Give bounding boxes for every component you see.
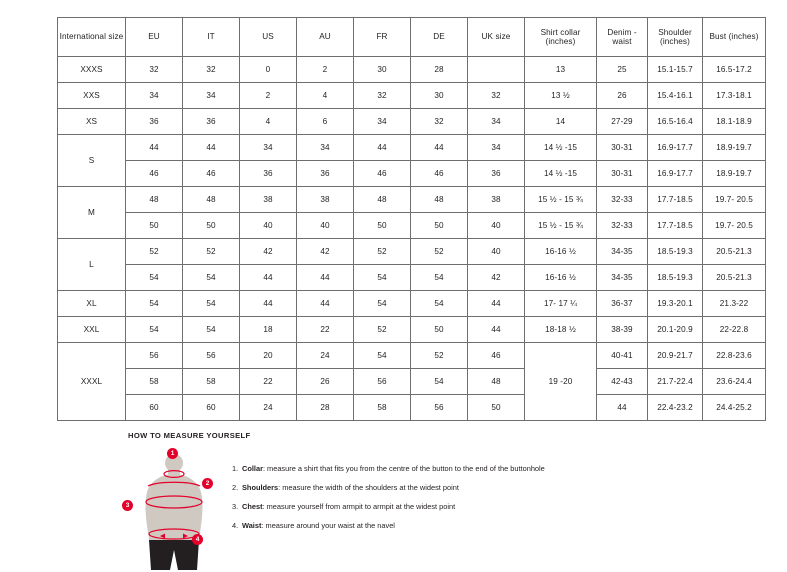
cell-it: 58 (183, 369, 240, 395)
cell-collar: 16-16 ½ (525, 239, 597, 265)
cell-international-size: S (58, 135, 126, 187)
cell-au: 36 (297, 161, 354, 187)
table-row (58, 317, 766, 343)
cell-collar: 19 -20 (525, 343, 597, 421)
col-header-eu: EU (126, 18, 183, 57)
cell-de: 50 (411, 317, 468, 343)
instruction-item-shoulders (232, 483, 545, 493)
size-chart-container (57, 17, 759, 421)
cell-de: 56 (411, 395, 468, 421)
instruction-number: 3. (232, 501, 239, 511)
cell-it: 34 (183, 83, 240, 109)
cell-au: 2 (297, 57, 354, 83)
cell-de: 48 (411, 187, 468, 213)
size-chart-table (57, 17, 766, 421)
cell-au: 34 (297, 135, 354, 161)
cell-denim: 27-29 (597, 109, 648, 135)
cell-uk: 44 (468, 317, 525, 343)
cell-uk: 48 (468, 369, 525, 395)
cell-us: 4 (240, 109, 297, 135)
cell-it: 44 (183, 135, 240, 161)
cell-it: 46 (183, 161, 240, 187)
header-row (58, 18, 766, 57)
cell-international-size: XS (58, 109, 126, 135)
cell-us: 22 (240, 369, 297, 395)
cell-shoulder: 20.9-21.7 (648, 343, 703, 369)
cell-bust: 23.6-24.4 (703, 369, 766, 395)
table-body (58, 57, 766, 421)
cell-international-size: XXXL (58, 343, 126, 421)
cell-uk: 42 (468, 265, 525, 291)
cell-fr: 50 (354, 213, 411, 239)
table-row (58, 291, 766, 317)
marker-3-chest: 3 (122, 500, 133, 511)
cell-de: 30 (411, 83, 468, 109)
cell-fr: 58 (354, 395, 411, 421)
cell-eu: 54 (126, 291, 183, 317)
cell-eu: 58 (126, 369, 183, 395)
cell-bust: 21.3-22 (703, 291, 766, 317)
col-header-de: DE (411, 18, 468, 57)
cell-it: 50 (183, 213, 240, 239)
cell-collar: 15 ½ - 15 ¾ (525, 187, 597, 213)
cell-uk: 44 (468, 291, 525, 317)
cell-shoulder: 15.1-15.7 (648, 57, 703, 83)
cell-denim: 36-37 (597, 291, 648, 317)
cell-international-size: XXXS (58, 57, 126, 83)
marker-1-collar: 1 (167, 448, 178, 459)
marker-4-waist: 4 (192, 534, 203, 545)
cell-it: 56 (183, 343, 240, 369)
cell-denim: 42-43 (597, 369, 648, 395)
cell-shoulder: 18.5-19.3 (648, 239, 703, 265)
cell-eu: 44 (126, 135, 183, 161)
cell-bust: 17.3-18.1 (703, 83, 766, 109)
cell-bust: 19.7- 20.5 (703, 187, 766, 213)
cell-bust: 20.5-21.3 (703, 265, 766, 291)
cell-uk (468, 57, 525, 83)
cell-eu: 60 (126, 395, 183, 421)
cell-fr: 54 (354, 343, 411, 369)
cell-eu: 46 (126, 161, 183, 187)
cell-au: 28 (297, 395, 354, 421)
cell-bust: 22.8-23.6 (703, 343, 766, 369)
cell-it: 60 (183, 395, 240, 421)
cell-fr: 52 (354, 317, 411, 343)
cell-eu: 56 (126, 343, 183, 369)
cell-international-size: M (58, 187, 126, 239)
cell-it: 48 (183, 187, 240, 213)
cell-us: 18 (240, 317, 297, 343)
cell-shoulder: 16.5-16.4 (648, 109, 703, 135)
col-header-international-size: International size (58, 18, 126, 57)
cell-shoulder: 16.9-17.7 (648, 135, 703, 161)
cell-fr: 56 (354, 369, 411, 395)
cell-fr: 46 (354, 161, 411, 187)
cell-fr: 54 (354, 265, 411, 291)
cell-collar: 13 ½ (525, 83, 597, 109)
cell-bust: 24.4-25.2 (703, 395, 766, 421)
col-header-shirt-collar: Shirt collar (inches) (525, 18, 597, 57)
cell-us: 38 (240, 187, 297, 213)
cell-au: 44 (297, 291, 354, 317)
cell-eu: 34 (126, 83, 183, 109)
cell-eu: 52 (126, 239, 183, 265)
cell-uk: 50 (468, 395, 525, 421)
cell-denim: 44 (597, 395, 648, 421)
cell-eu: 36 (126, 109, 183, 135)
col-header-bust: Bust (inches) (703, 18, 766, 57)
cell-denim: 30-31 (597, 161, 648, 187)
cell-us: 36 (240, 161, 297, 187)
cell-eu: 54 (126, 317, 183, 343)
instruction-text: : measure around your waist at the navel (261, 520, 395, 530)
cell-shoulder: 17.7-18.5 (648, 213, 703, 239)
how-to-measure-body (125, 450, 728, 570)
instruction-number: 1. (232, 464, 239, 473)
cell-international-size: XXS (58, 83, 126, 109)
cell-uk: 40 (468, 213, 525, 239)
col-header-au: AU (297, 18, 354, 57)
cell-au: 44 (297, 265, 354, 291)
cell-it: 54 (183, 291, 240, 317)
cell-us: 20 (240, 343, 297, 369)
how-to-measure-section (125, 431, 728, 570)
cell-shoulder: 20.1-20.9 (648, 317, 703, 343)
cell-denim: 34-35 (597, 265, 648, 291)
cell-de: 54 (411, 369, 468, 395)
cell-us: 42 (240, 239, 297, 265)
table-row (58, 369, 766, 395)
table-row (58, 239, 766, 265)
cell-us: 2 (240, 83, 297, 109)
cell-collar: 14 ½ -15 (525, 135, 597, 161)
cell-international-size: L (58, 239, 126, 291)
cell-uk: 34 (468, 109, 525, 135)
cell-eu: 54 (126, 265, 183, 291)
instruction-term: Chest (242, 501, 263, 511)
cell-au: 6 (297, 109, 354, 135)
cell-it: 54 (183, 265, 240, 291)
cell-bust: 18.1-18.9 (703, 109, 766, 135)
cell-au: 26 (297, 369, 354, 395)
cell-de: 52 (411, 343, 468, 369)
cell-fr: 52 (354, 239, 411, 265)
instruction-text: : measure the width of the shoulders at the widest point (278, 482, 459, 492)
cell-de: 32 (411, 109, 468, 135)
cell-us: 24 (240, 395, 297, 421)
cell-bust: 22-22.8 (703, 317, 766, 343)
cell-de: 28 (411, 57, 468, 83)
cell-bust: 18.9-19.7 (703, 135, 766, 161)
table-row (58, 213, 766, 239)
cell-denim: 25 (597, 57, 648, 83)
table-row (58, 265, 766, 291)
instruction-item-waist (232, 521, 545, 531)
col-header-fr: FR (354, 18, 411, 57)
cell-bust: 16.5-17.2 (703, 57, 766, 83)
cell-shoulder: 15.4-16.1 (648, 83, 703, 109)
instruction-term: Shoulders (242, 482, 279, 492)
instruction-item-collar (232, 464, 545, 474)
cell-shoulder: 21.7-22.4 (648, 369, 703, 395)
col-header-uk-size: UK size (468, 18, 525, 57)
cell-de: 50 (411, 213, 468, 239)
cell-fr: 30 (354, 57, 411, 83)
cell-au: 42 (297, 239, 354, 265)
instruction-text: : measure a shirt that fits you from the centre of the button to the end of the buttonhole (262, 464, 545, 473)
cell-denim: 26 (597, 83, 648, 109)
instruction-number: 2. (232, 482, 239, 492)
cell-bust: 19.7- 20.5 (703, 213, 766, 239)
cell-de: 54 (411, 265, 468, 291)
col-header-us: US (240, 18, 297, 57)
cell-shoulder: 22.4-23.2 (648, 395, 703, 421)
cell-collar: 15 ½ - 15 ¾ (525, 213, 597, 239)
cell-us: 44 (240, 265, 297, 291)
cell-uk: 46 (468, 343, 525, 369)
cell-shoulder: 19.3-20.1 (648, 291, 703, 317)
cell-us: 0 (240, 57, 297, 83)
instruction-number: 4. (232, 520, 239, 530)
cell-fr: 44 (354, 135, 411, 161)
table-row (58, 57, 766, 83)
cell-collar: 18-18 ½ (525, 317, 597, 343)
mannequin-illustration (128, 450, 220, 572)
table-row (58, 135, 766, 161)
table-row (58, 187, 766, 213)
instruction-term: Waist (242, 520, 262, 530)
cell-collar: 14 (525, 109, 597, 135)
cell-eu: 32 (126, 57, 183, 83)
instruction-text: : measure yourself from armpit to armpit at the widest point (262, 501, 456, 511)
cell-de: 46 (411, 161, 468, 187)
cell-au: 24 (297, 343, 354, 369)
cell-denim: 38-39 (597, 317, 648, 343)
col-header-it: IT (183, 18, 240, 57)
table-row (58, 109, 766, 135)
col-header-shoulder: Shoulder (inches) (648, 18, 703, 57)
cell-us: 40 (240, 213, 297, 239)
table-header (58, 18, 766, 57)
cell-fr: 32 (354, 83, 411, 109)
cell-uk: 32 (468, 83, 525, 109)
cell-us: 44 (240, 291, 297, 317)
cell-it: 54 (183, 317, 240, 343)
table-row (58, 161, 766, 187)
cell-fr: 48 (354, 187, 411, 213)
cell-denim: 40-41 (597, 343, 648, 369)
cell-shoulder: 18.5-19.3 (648, 265, 703, 291)
table-row (58, 395, 766, 421)
cell-au: 38 (297, 187, 354, 213)
cell-au: 22 (297, 317, 354, 343)
cell-denim: 32-33 (597, 187, 648, 213)
cell-bust: 18.9-19.7 (703, 161, 766, 187)
cell-denim: 32-33 (597, 213, 648, 239)
cell-us: 34 (240, 135, 297, 161)
cell-it: 32 (183, 57, 240, 83)
cell-collar: 14 ½ -15 (525, 161, 597, 187)
cell-uk: 36 (468, 161, 525, 187)
cell-fr: 54 (354, 291, 411, 317)
cell-denim: 34-35 (597, 239, 648, 265)
cell-bust: 20.5-21.3 (703, 239, 766, 265)
cell-au: 40 (297, 213, 354, 239)
table-row (58, 83, 766, 109)
body-figure (125, 450, 220, 570)
instruction-item-chest (232, 502, 545, 512)
cell-shoulder: 16.9-17.7 (648, 161, 703, 187)
cell-de: 52 (411, 239, 468, 265)
cell-de: 54 (411, 291, 468, 317)
measure-instructions-list (232, 450, 545, 540)
cell-collar: 16-16 ½ (525, 265, 597, 291)
cell-au: 4 (297, 83, 354, 109)
cell-uk: 40 (468, 239, 525, 265)
cell-international-size: XXL (58, 317, 126, 343)
cell-collar: 13 (525, 57, 597, 83)
marker-2-shoulders: 2 (202, 478, 213, 489)
cell-collar: 17- 17 ¼ (525, 291, 597, 317)
cell-denim: 30-31 (597, 135, 648, 161)
cell-eu: 48 (126, 187, 183, 213)
cell-shoulder: 17.7-18.5 (648, 187, 703, 213)
cell-it: 36 (183, 109, 240, 135)
table-row (58, 343, 766, 369)
cell-uk: 38 (468, 187, 525, 213)
instruction-term: Collar (242, 464, 263, 473)
col-header-denim-waist: Denim - waist (597, 18, 648, 57)
cell-fr: 34 (354, 109, 411, 135)
cell-it: 52 (183, 239, 240, 265)
cell-uk: 34 (468, 135, 525, 161)
cell-eu: 50 (126, 213, 183, 239)
cell-de: 44 (411, 135, 468, 161)
cell-international-size: XL (58, 291, 126, 317)
how-to-measure-title: HOW TO MEASURE YOURSELF (128, 431, 251, 440)
